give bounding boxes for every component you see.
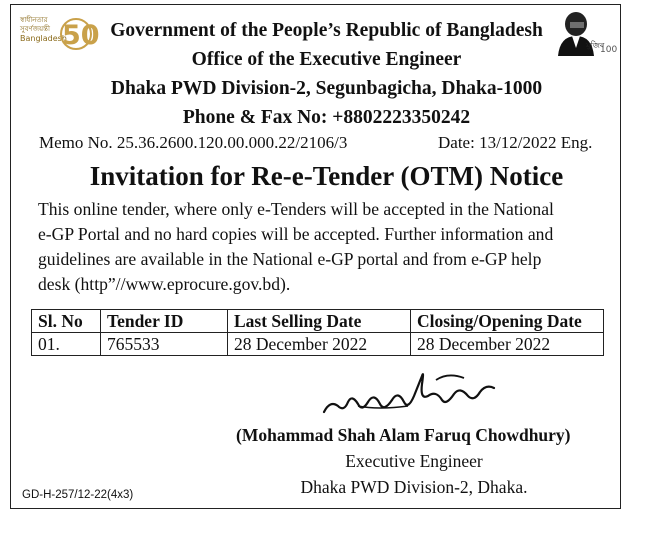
body-line: This online tender, where only e-Tenders will be accepted in the National <box>38 199 554 219</box>
tender-table <box>31 309 604 356</box>
notice-body <box>38 197 613 297</box>
memo-date: Date: 13/12/2022 Eng. <box>438 133 593 152</box>
col-header-sl-no: Sl. No <box>32 310 101 333</box>
notice-title: Invitation for Re-e-Tender (OTM) Notice <box>89 161 564 191</box>
signatory-office: Dhaka PWD Division-2, Dhaka. <box>300 477 528 497</box>
col-header-tender-id: Tender ID <box>101 310 228 333</box>
logo-text-country: Bangladesh <box>20 34 67 43</box>
cell-tender-id: 765533 <box>101 333 228 356</box>
memo-number: Memo No. 25.36.2600.120.00.000.22/2106/3 <box>39 133 348 152</box>
cell-sl-no: 01. <box>32 333 101 356</box>
col-header-last-selling-date: Last Selling Date <box>228 310 411 333</box>
cell-closing-opening-date: 28 December 2022 <box>411 333 604 356</box>
cell-last-selling-date: 28 December 2022 <box>228 333 411 356</box>
logo-text-line1: স্বাধীনতার <box>20 16 48 24</box>
table-row <box>32 333 604 356</box>
signatory-designation: Executive Engineer <box>345 451 483 471</box>
ad-code: GD-H-257/12-22(4x3) <box>22 489 134 501</box>
body-line: guidelines are available in the National e-GP portal and from e-GP help <box>38 249 542 269</box>
header-government: Government of the People’s Republic of Bangladesh <box>110 20 543 41</box>
table-header-row <box>32 310 604 333</box>
header-phone-fax: Phone & Fax No: +8802223350242 <box>182 107 471 128</box>
col-header-closing-opening-date: Closing/Opening Date <box>411 310 604 333</box>
signatory-name: (Mohammad Shah Alam Faruq Chowdhury) <box>236 425 571 445</box>
signature <box>318 366 508 430</box>
header-address: Dhaka PWD Division-2, Segunbagicha, Dhaka-1000 <box>110 78 543 99</box>
header-office: Office of the Executive Engineer <box>191 49 462 70</box>
right-logo-text-bn: মুজিব <box>586 41 605 50</box>
body-line: desk (http”//www.eprocure.gov.bd). <box>38 274 291 294</box>
logo-number: 50 <box>62 20 100 51</box>
logo-text-line2: সুবর্ণজয়ন্তী <box>20 25 50 33</box>
body-line: e-GP Portal and no hard copies will be accepted. Further information and <box>38 224 554 244</box>
right-logo-number: 100 <box>600 45 618 55</box>
